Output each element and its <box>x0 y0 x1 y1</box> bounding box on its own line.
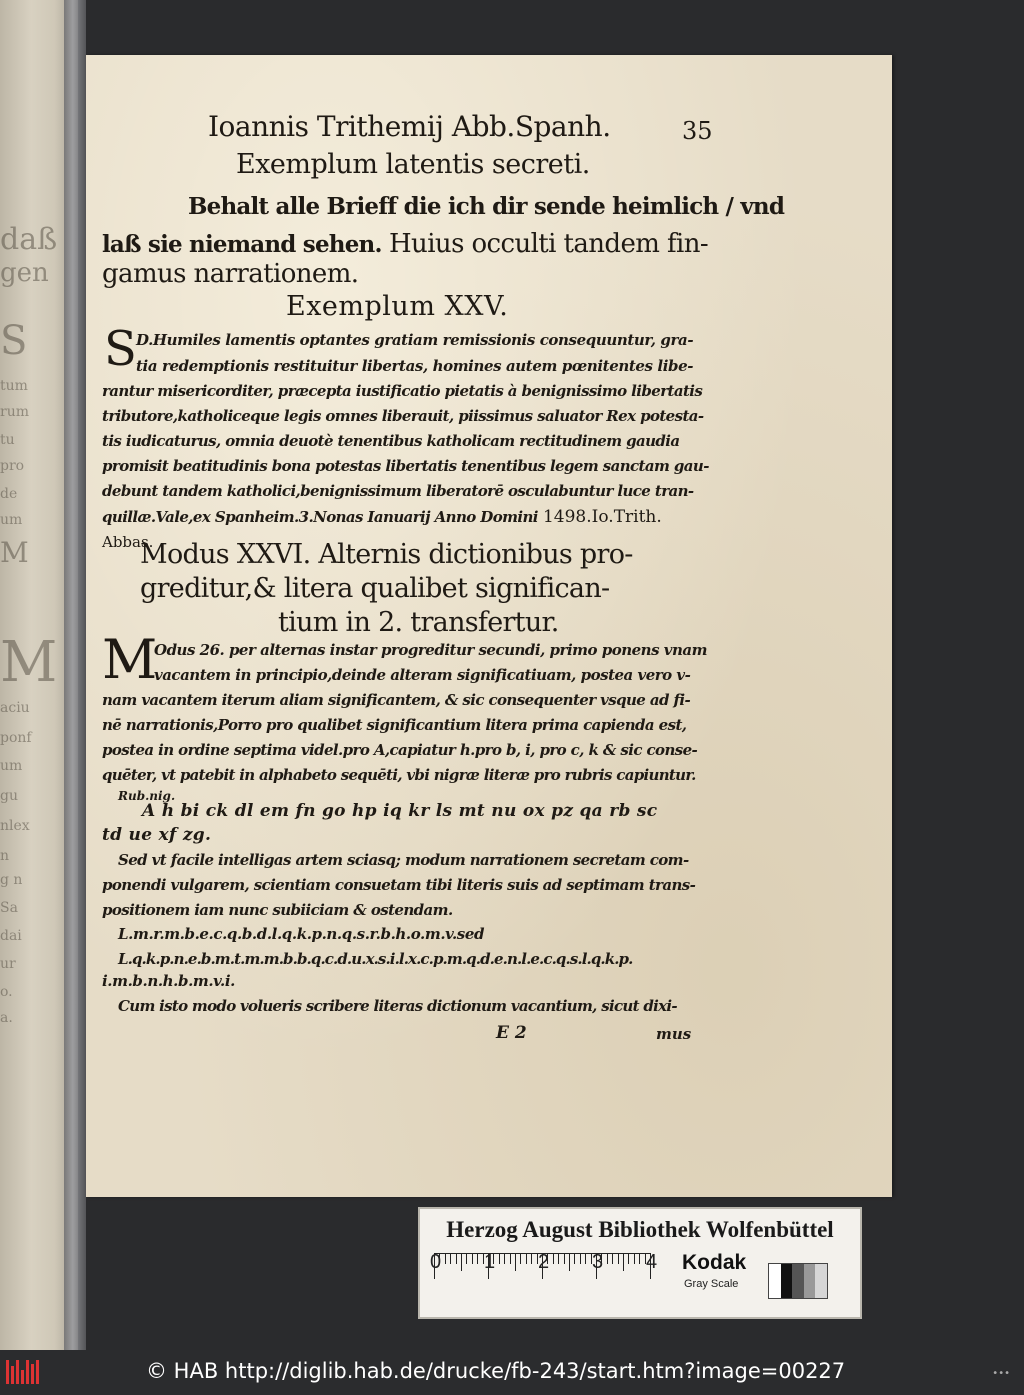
ruler-number: 4 <box>646 1251 658 1273</box>
text-line: rantur misericorditer, præcepta iustificatio pietatis à benignissimo libertatis <box>102 382 703 400</box>
ruler-tick <box>531 1253 532 1264</box>
ruler-tick <box>612 1253 613 1264</box>
page-number: 35 <box>682 117 713 145</box>
ruler-tick <box>585 1253 586 1264</box>
ghost-text: n <box>0 848 10 864</box>
ghost-text: um <box>0 758 23 774</box>
copyright-url[interactable]: © HAB http://diglib.hab.de/drucke/fb-243/start.htm?image=00227 <box>146 1359 846 1383</box>
ruler-tick <box>553 1253 554 1264</box>
ghost-text: g n <box>0 872 23 888</box>
ghost-text: pro <box>0 458 25 474</box>
ruler-tick <box>618 1253 619 1264</box>
ruler-tick <box>623 1253 624 1271</box>
gray-patch <box>781 1264 793 1298</box>
ruler-tick <box>510 1253 511 1264</box>
running-title: Ioannis Trithemij Abb.Spanh. <box>208 110 611 143</box>
ruler-tick <box>504 1253 505 1264</box>
ruler-tick <box>607 1253 608 1264</box>
text-line: nam vacantem iterum aliam significantem, & sic consequenter vsque ad fi- <box>102 691 691 709</box>
gray-patch <box>769 1264 781 1298</box>
text-line: debunt tandem katholici,benignissimum liberatorē osculabuntur luce tran- <box>102 482 694 500</box>
ruler-tick <box>477 1253 478 1264</box>
ruler-tick <box>628 1253 629 1264</box>
ghost-text: aciu <box>0 700 30 716</box>
ruler-tick <box>445 1253 446 1264</box>
signoff: Abbas. <box>102 533 154 551</box>
text-line: tia redemptionis restituitur libertas, homines autem pœnitentes libe- <box>136 357 694 375</box>
ruler-tick <box>520 1253 521 1264</box>
ghost-text: tum <box>0 378 28 394</box>
rub-nig-label: Rub.nig. <box>118 789 176 803</box>
text-line: quēter, vt patebit in alphabeto sequēti, vbi nigræ literæ pro rubris capiuntur. <box>102 766 696 784</box>
book-page <box>86 55 892 1197</box>
ghost-text: S <box>0 318 28 364</box>
ruler-tick <box>639 1253 640 1264</box>
ruler-tick <box>515 1253 516 1271</box>
ghost-text: o. <box>0 984 13 1000</box>
modus-heading-line: tium in 2. transfertur. <box>278 607 559 638</box>
latin-phrase: Huius occulti tandem fin- <box>388 229 709 259</box>
cipher-alphabet: td ue xf zg. <box>102 825 212 845</box>
blackletter-phrase: laß sie niemand sehen. <box>102 231 382 258</box>
text-line: ponendi vulgarem, scientiam consuetam tibi literis suis ad septimam trans- <box>102 876 696 894</box>
ruler-tick <box>499 1253 500 1264</box>
ghost-text: dai <box>0 928 22 944</box>
ruler-number: 1 <box>484 1251 496 1273</box>
ghost-text: ur <box>0 956 16 972</box>
drop-cap-m: M <box>102 628 158 691</box>
kodak-subtitle: Gray Scale <box>684 1278 739 1290</box>
ghost-text: gen <box>0 258 49 288</box>
ghost-text: rum <box>0 404 29 420</box>
cipher-line: L.q.k.p.n.e.b.m.t.m.m.b.b.q.c.d.u.x.s.i.l.x.c.p.m.q.d.e.n.l.e.c.q.s.l.q.k.p. <box>118 950 633 968</box>
dateline <box>102 507 662 527</box>
signature-mark: E 2 <box>496 1023 527 1043</box>
ruler-tick <box>574 1253 575 1264</box>
text-line: Cum isto modo volueris scribere literas dictionum vacantium, sicut dixi- <box>118 997 677 1015</box>
ruler-number: 0 <box>430 1251 442 1273</box>
dateline-roman: 1498.Io.Trith. <box>542 507 662 527</box>
dateline-italic: quillæ.Vale,ex Spanheim.3.Nonas Ianuarij Anno Domini <box>102 508 538 526</box>
example-heading: Exemplum XXV. <box>286 291 509 322</box>
modus-heading-line: greditur,& litera qualibet significan- <box>140 573 610 604</box>
ruler-tick <box>472 1253 473 1264</box>
menu-dots-icon[interactable]: ••• <box>992 1368 1010 1379</box>
text-line: vacantem in principio,deinde alteram significatiuam, postea vero v- <box>154 666 691 684</box>
latin-line: gamus narrationem. <box>102 259 359 289</box>
section-title: Exemplum latentis secreti. <box>236 149 590 180</box>
library-scale-label <box>418 1207 862 1319</box>
ruler-tick <box>558 1253 559 1264</box>
modus-heading-line: Modus XXVI. Alternis dictionibus pro- <box>140 539 633 570</box>
mixed-line <box>102 229 708 259</box>
ghost-text: tu <box>0 432 15 448</box>
blackletter-line: Behalt alle Brieff die ich dir sende heimlich / vnd <box>188 193 785 220</box>
ruler-tick <box>564 1253 565 1264</box>
cipher-line: L.m.r.m.b.e.c.q.b.d.l.q.k.p.n.q.s.r.b.h.o.m.v.sed <box>118 925 485 943</box>
text-line: D.Humiles lamentis optantes gratiam remissionis consequuntur, gra- <box>136 331 694 349</box>
ghost-text: M <box>0 536 29 569</box>
library-name: Herzog August Bibliothek Wolfenbüttel <box>446 1217 834 1242</box>
binding-edge <box>64 0 86 1350</box>
footer-bar <box>0 1350 1024 1395</box>
ghost-text: gu <box>0 788 18 804</box>
ruler-tick <box>450 1253 451 1264</box>
text-line: postea in ordine septima videl.pro A,capiatur h.pro b, i, pro c, k & sic conse- <box>102 741 698 759</box>
cipher-line: i.m.b.n.h.b.m.v.i. <box>102 972 235 990</box>
ruler-tick <box>526 1253 527 1264</box>
text-line: positionem iam nunc subiiciam & ostendam. <box>102 901 453 919</box>
ruler-tick <box>580 1253 581 1264</box>
ghost-text: daß <box>0 222 58 257</box>
text-line: tis iudicaturus, omnia deuotè tenentibus katholicam rectitudinem gaudia <box>102 432 680 450</box>
ghost-text: ponf <box>0 730 32 746</box>
gray-patch <box>792 1264 804 1298</box>
text-line: tributore,katholiceque legis omnes liberauit, piissimus saluator Rex potesta- <box>102 407 704 425</box>
hab-logo-icon <box>6 1360 40 1384</box>
ruler-tick <box>461 1253 462 1271</box>
ghost-text: nlex <box>0 818 30 834</box>
ghost-text: um <box>0 512 23 528</box>
catchword: mus <box>656 1025 692 1043</box>
gray-patch <box>815 1264 827 1298</box>
ghost-text: Sa <box>0 900 18 916</box>
ruler-tick <box>466 1253 467 1264</box>
gray-scale-patches <box>768 1263 828 1299</box>
ruler-tick <box>569 1253 570 1271</box>
gray-patch <box>804 1264 816 1298</box>
ruler-number: 3 <box>592 1251 604 1273</box>
drop-cap-s: S <box>104 321 137 377</box>
text-line: Sed vt facile intelligas artem sciasq; modum narrationem secretam com- <box>118 851 689 869</box>
text-line: nē narrationis,Porro pro qualibet significantium litera prima capienda est, <box>102 716 687 734</box>
ghost-text: a. <box>0 1010 13 1026</box>
ruler-tick <box>456 1253 457 1264</box>
ruler-number: 2 <box>538 1251 550 1273</box>
cipher-alphabet: A h bi ck dl em fn go hp iq kr ls mt nu ox pz qa rb sc <box>142 801 658 821</box>
kodak-logo: Kodak <box>682 1251 747 1274</box>
text-line: promisit beatitudinis bona potestas libertatis tenentibus legem sanctam gau- <box>102 457 709 475</box>
ghost-text: M <box>0 630 58 695</box>
text-line: Odus 26. per alternas instar progreditur secundi, primo ponens vnam <box>154 641 707 659</box>
ruler-tick <box>634 1253 635 1264</box>
ghost-text: de <box>0 486 18 502</box>
